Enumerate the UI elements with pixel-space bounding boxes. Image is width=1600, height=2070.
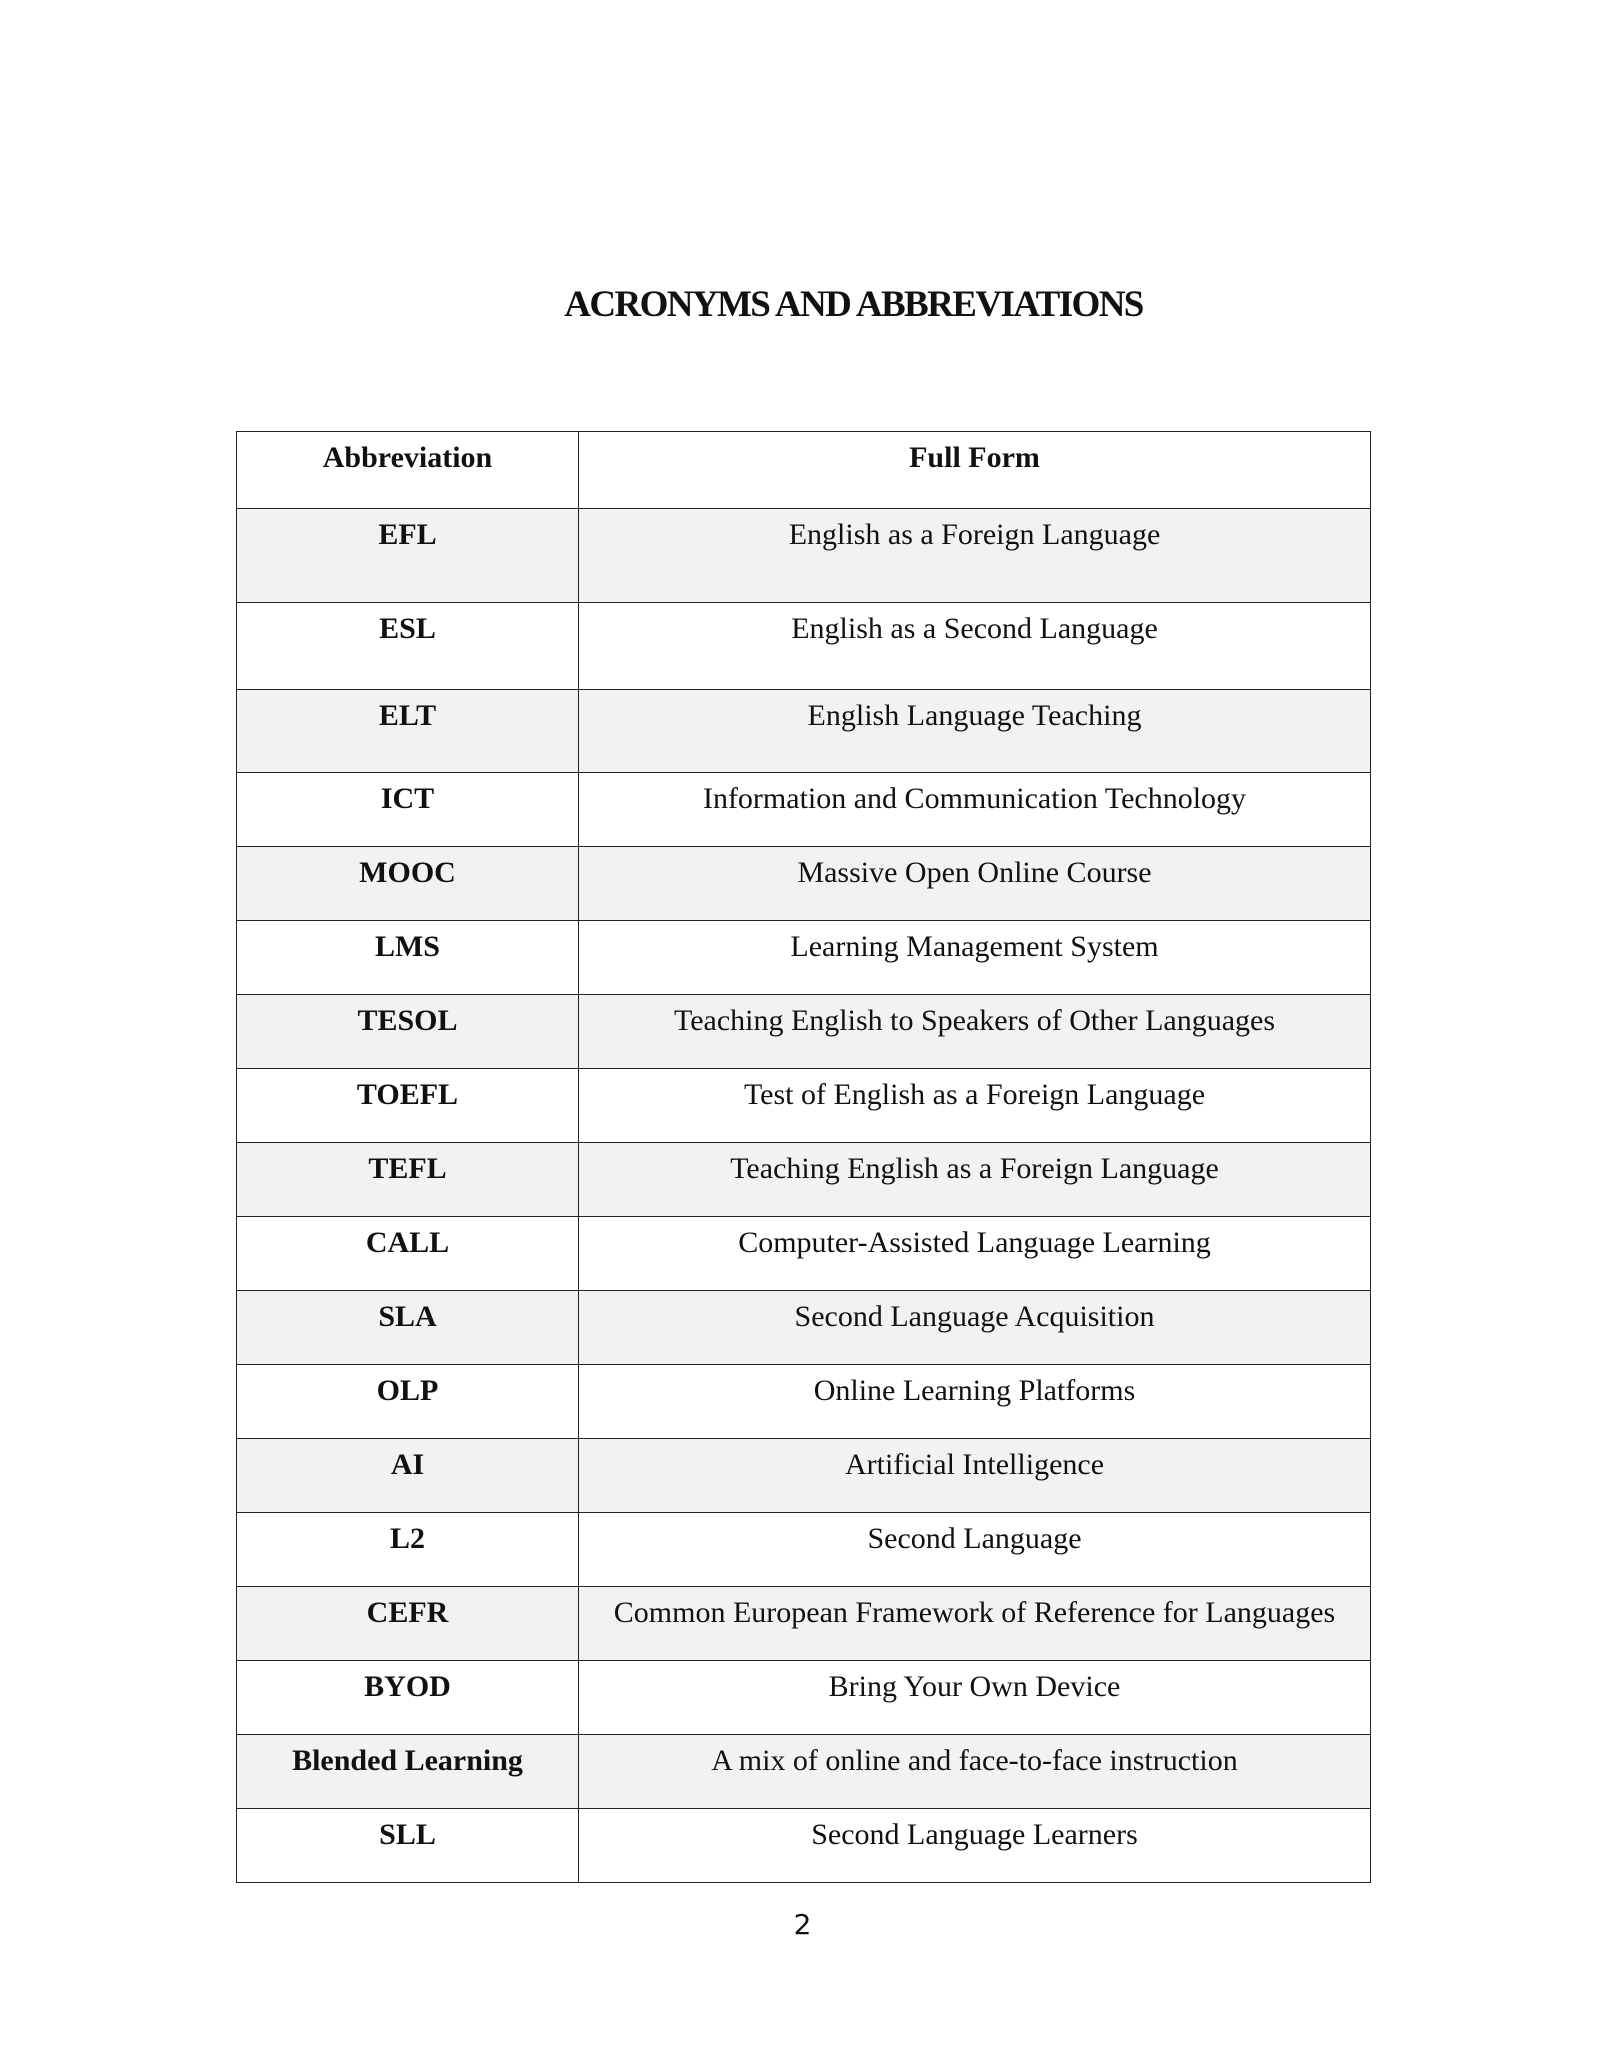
abbreviation-cell: Blended Learning bbox=[237, 1735, 579, 1809]
full-form-cell: Second Language Acquisition bbox=[579, 1291, 1371, 1365]
full-form-cell: Computer-Assisted Language Learning bbox=[579, 1217, 1371, 1291]
table-row bbox=[237, 1365, 1371, 1439]
abbreviation-cell: CEFR bbox=[237, 1587, 579, 1661]
abbreviation-cell: BYOD bbox=[237, 1661, 579, 1735]
abbreviation-cell: CALL bbox=[237, 1217, 579, 1291]
table-row bbox=[237, 603, 1371, 690]
full-form-cell: Common European Framework of Reference for Languages bbox=[579, 1587, 1371, 1661]
abbreviation-cell: OLP bbox=[237, 1365, 579, 1439]
abbreviation-cell: ELT bbox=[237, 690, 579, 773]
table-row bbox=[237, 1069, 1371, 1143]
full-form-cell: English as a Foreign Language bbox=[579, 509, 1371, 603]
full-form-cell: Online Learning Platforms bbox=[579, 1365, 1371, 1439]
table-row bbox=[237, 1291, 1371, 1365]
full-form-cell: Second Language Learners bbox=[579, 1809, 1371, 1883]
full-form-cell: Learning Management System bbox=[579, 921, 1371, 995]
table-row bbox=[237, 1217, 1371, 1291]
full-form-cell: Massive Open Online Course bbox=[579, 847, 1371, 921]
table-row bbox=[237, 1587, 1371, 1661]
abbreviation-cell: SLA bbox=[237, 1291, 579, 1365]
table-row bbox=[237, 1809, 1371, 1883]
column-header-abbreviation: Abbreviation bbox=[237, 432, 579, 509]
table-row bbox=[237, 1439, 1371, 1513]
table-row bbox=[237, 690, 1371, 773]
full-form-cell: English as a Second Language bbox=[579, 603, 1371, 690]
column-header-full-form: Full Form bbox=[579, 432, 1371, 509]
full-form-cell: Teaching English as a Foreign Language bbox=[579, 1143, 1371, 1217]
abbreviation-cell: TEFL bbox=[237, 1143, 579, 1217]
full-form-cell: Test of English as a Foreign Language bbox=[579, 1069, 1371, 1143]
full-form-cell: Artificial Intelligence bbox=[579, 1439, 1371, 1513]
full-form-cell: Teaching English to Speakers of Other Languages bbox=[579, 995, 1371, 1069]
abbreviation-cell: L2 bbox=[237, 1513, 579, 1587]
abbreviation-cell: EFL bbox=[237, 509, 579, 603]
abbreviation-cell: ESL bbox=[237, 603, 579, 690]
table-header-row bbox=[237, 432, 1371, 509]
table-row bbox=[237, 921, 1371, 995]
table-row bbox=[237, 995, 1371, 1069]
abbreviation-cell: LMS bbox=[237, 921, 579, 995]
acronyms-table bbox=[236, 431, 1371, 1883]
abbreviation-cell: TESOL bbox=[237, 995, 579, 1069]
table-row bbox=[237, 1661, 1371, 1735]
full-form-cell: Bring Your Own Device bbox=[579, 1661, 1371, 1735]
abbreviation-cell: ICT bbox=[237, 773, 579, 847]
abbreviation-cell: TOEFL bbox=[237, 1069, 579, 1143]
table-row bbox=[237, 1513, 1371, 1587]
abbreviation-cell: SLL bbox=[237, 1809, 579, 1883]
full-form-cell: English Language Teaching bbox=[579, 690, 1371, 773]
table-row bbox=[237, 847, 1371, 921]
abbreviation-cell: AI bbox=[237, 1439, 579, 1513]
table-row bbox=[237, 1735, 1371, 1809]
page-title: ACRONYMS AND ABBREVIATIONS bbox=[564, 284, 1143, 325]
page-number: 2 bbox=[793, 1908, 812, 1941]
table-row bbox=[237, 773, 1371, 847]
table-row bbox=[237, 1143, 1371, 1217]
full-form-cell: Information and Communication Technology bbox=[579, 773, 1371, 847]
table-row bbox=[237, 509, 1371, 603]
full-form-cell: Second Language bbox=[579, 1513, 1371, 1587]
abbreviation-cell: MOOC bbox=[237, 847, 579, 921]
full-form-cell: A mix of online and face-to-face instruction bbox=[579, 1735, 1371, 1809]
